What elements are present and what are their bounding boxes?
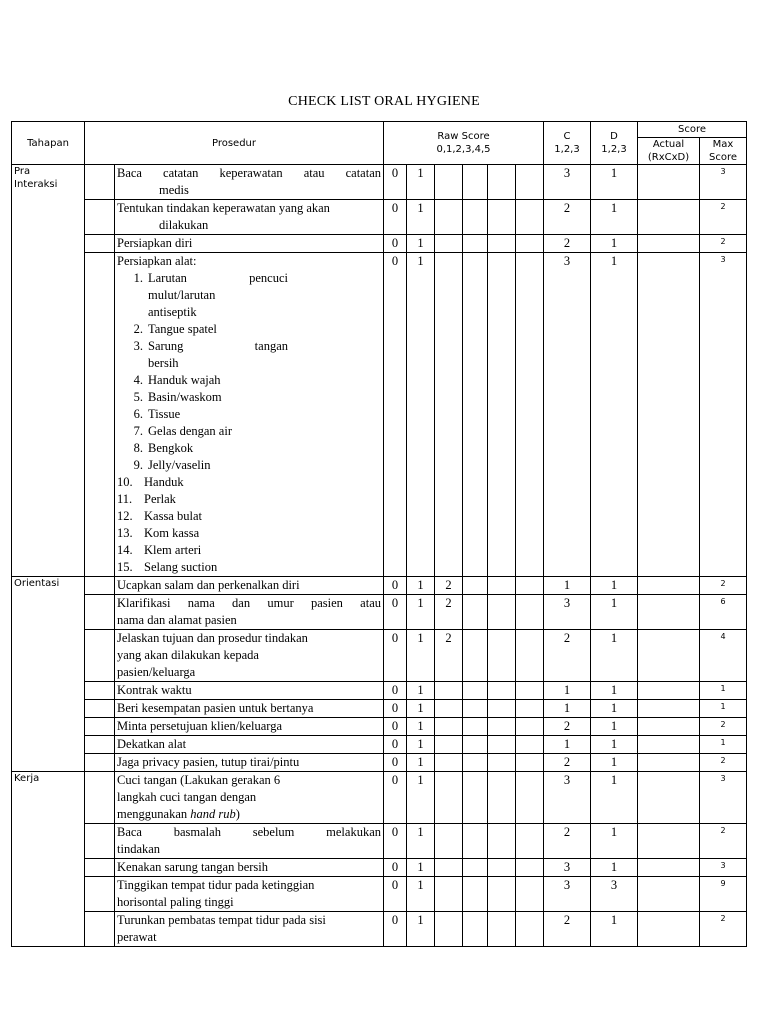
procedure-cell: Tentukan tindakan keperawatan yang akan dilakukan (115, 200, 384, 235)
list-item: 1. Larutan pencuci mulut/larutan antiseptik (133, 271, 288, 319)
stage-pra-interaksi: Pra Interaksi (12, 165, 85, 577)
table-row: Kontrak waktu 0 1 1 1 1 (12, 682, 747, 700)
actual-score-cell (638, 235, 700, 253)
procedure-cell: Cuci tangan (Lakukan gerakan 6 langkah cuci tangan dengan menggunakan hand rub) (115, 772, 384, 824)
table-row: Baca basmalah sebelum melakukan tindakan 0 1 2 1 2 (12, 824, 747, 859)
list-item: 13. Kom kassa (117, 526, 200, 540)
procedure-cell: Klarifikasi nama dan umur pasien atau nama dan alamat pasien (115, 595, 384, 630)
table-row: Dekatkan alat 0 1 1 1 1 (12, 736, 747, 754)
actual-score-cell (638, 165, 700, 200)
max-score-cell: 3 (700, 772, 747, 824)
page-title: CHECK LIST ORAL HYGIENE (288, 94, 480, 109)
procedure-cell: Minta persetujuan klien/keluarga (115, 718, 384, 736)
max-score-cell: 1 (700, 682, 747, 700)
max-score-cell: 3 (700, 253, 747, 577)
max-score-cell: 4 (700, 630, 747, 682)
stage-orientasi: Orientasi (12, 577, 85, 772)
procedure-cell: Kontrak waktu (115, 682, 384, 700)
procedure-cell: Baca basmalah sebelum melakukan tindakan (115, 824, 384, 859)
list-item: 2. Tangue spatel (133, 322, 217, 336)
max-score-cell: 1 (700, 700, 747, 718)
max-score-cell: 2 (700, 824, 747, 859)
list-item: 15. Selang suction (117, 560, 218, 574)
max-score-cell: 2 (700, 754, 747, 772)
procedure-cell: Persiapkan diri (115, 235, 384, 253)
table-row: Persiapkan diri 0 1 2 1 2 (12, 235, 747, 253)
list-item: 11. Perlak (117, 492, 176, 506)
actual-score-cell (638, 700, 700, 718)
procedure-cell: Ucapkan salam dan perkenalkan diri (115, 577, 384, 595)
procedure-cell: Persiapkan alat: 1. Larutan pencuci mulut/larutan antiseptik 2. Tangue spatel 3. Sarung tangan bersih 4. Handuk wajah 5. Basin/waskom 6. Tissue 7. Gelas dengan air 8. Bengkok 9. Jelly/vaselin 10. Handuk 11. Perlak 12. Kassa bulat 13. Kom kassa 14. Klem arteri 15. Selang suction (115, 253, 384, 577)
table-row: Tinggikan tempat tidur pada ketinggian horisontal paling tinggi 0 1 3 3 9 (12, 877, 747, 912)
procedure-cell: Jaga privacy pasien, tutup tirai/pintu (115, 754, 384, 772)
header-max-score: Max Score (700, 138, 747, 165)
actual-score-cell (638, 200, 700, 235)
header-prosedur: Prosedur (85, 122, 384, 165)
table-row: Turunkan pembatas tempat tidur pada sisi perawat 0 1 2 1 2 (12, 912, 747, 947)
table-row: Klarifikasi nama dan umur pasien atau nama dan alamat pasien 0 1 2 3 1 6 (12, 595, 747, 630)
list-item: 6. Tissue (133, 407, 181, 421)
list-item: 14. Klem arteri (117, 543, 202, 557)
actual-score-cell (638, 577, 700, 595)
actual-score-cell (638, 824, 700, 859)
list-item: 9. Jelly/vaselin (133, 458, 211, 472)
equipment-list (117, 270, 381, 576)
table-row: Jaga privacy pasien, tutup tirai/pintu 0 1 2 1 2 (12, 754, 747, 772)
table-row: Kerja Cuci tangan (Lakukan gerakan 6 langkah cuci tangan dengan menggunakan hand rub) 0 1 3 1 3 (12, 772, 747, 824)
list-item: 12. Kassa bulat (117, 509, 202, 523)
actual-score-cell (638, 772, 700, 824)
header-tahapan: Tahapan (12, 122, 85, 165)
max-score-cell: 3 (700, 165, 747, 200)
procedure-cell: Tinggikan tempat tidur pada ketinggian horisontal paling tinggi (115, 877, 384, 912)
max-score-cell: 9 (700, 877, 747, 912)
actual-score-cell (638, 754, 700, 772)
max-score-cell: 1 (700, 736, 747, 754)
procedure-cell: Baca catatan keperawatan atau catatan medis (115, 165, 384, 200)
actual-score-cell (638, 253, 700, 577)
actual-score-cell (638, 718, 700, 736)
table-row: Tentukan tindakan keperawatan yang akan dilakukan 0 1 2 1 2 (12, 200, 747, 235)
actual-score-cell (638, 736, 700, 754)
checklist-table (11, 121, 747, 947)
header-d: D 1,2,3 (591, 122, 638, 165)
procedure-cell: Jelaskan tujuan dan prosedur tindakan yang akan dilakukan kepada pasien/keluarga (115, 630, 384, 682)
list-item: 4. Handuk wajah (133, 373, 221, 387)
list-item: 10. Handuk (117, 475, 184, 489)
max-score-cell: 2 (700, 577, 747, 595)
max-score-cell: 6 (700, 595, 747, 630)
table-row: Minta persetujuan klien/keluarga 0 1 2 1 2 (12, 718, 747, 736)
table-row: Jelaskan tujuan dan prosedur tindakan yang akan dilakukan kepada pasien/keluarga 0 1 2 2 1 4 (12, 630, 747, 682)
header-score: Score (638, 122, 747, 138)
max-score-cell: 2 (700, 718, 747, 736)
header-raw-score: Raw Score 0,1,2,3,4,5 (384, 122, 544, 165)
actual-score-cell (638, 877, 700, 912)
header-row (12, 122, 747, 138)
procedure-cell: Dekatkan alat (115, 736, 384, 754)
max-score-cell: 2 (700, 235, 747, 253)
max-score-cell: 2 (700, 200, 747, 235)
stage-kerja: Kerja (12, 772, 85, 947)
procedure-cell: Turunkan pembatas tempat tidur pada sisi perawat (115, 912, 384, 947)
list-item: 5. Basin/waskom (133, 390, 222, 404)
max-score-cell: 3 (700, 859, 747, 877)
list-item: 7. Gelas dengan air (133, 424, 232, 438)
procedure-cell: Beri kesempatan pasien untuk bertanya (115, 700, 384, 718)
header-actual: Actual (RxCxD) (638, 138, 700, 165)
header-c: C 1,2,3 (544, 122, 591, 165)
table-row: Orientasi Ucapkan salam dan perkenalkan diri 0 1 2 1 1 2 (12, 577, 747, 595)
procedure-cell: Kenakan sarung tangan bersih (115, 859, 384, 877)
actual-score-cell (638, 595, 700, 630)
table-row: Kenakan sarung tangan bersih 0 1 3 1 3 (12, 859, 747, 877)
max-score-cell: 2 (700, 912, 747, 947)
actual-score-cell (638, 630, 700, 682)
actual-score-cell (638, 859, 700, 877)
actual-score-cell (638, 682, 700, 700)
table-row: Beri kesempatan pasien untuk bertanya 0 1 1 1 1 (12, 700, 747, 718)
list-item: 8. Bengkok (133, 441, 194, 455)
table-row: Persiapkan alat: 1. Larutan pencuci mulut/larutan antiseptik 2. Tangue spatel 3. Sarung tangan bersih 4. Handuk wajah 5. Basin/waskom 6. Tissue 7. Gelas dengan air 8. Bengkok 9. Jelly/vaselin 10. Handuk 11. Perlak 12. Kassa bulat 13. Kom kassa 14. Klem arteri 15. Selang suction 0 1 3 1 3 (12, 253, 747, 577)
table-row: Pra Interaksi Baca catatan keperawatan atau catatan medis 0 1 3 1 3 (12, 165, 747, 200)
actual-score-cell (638, 912, 700, 947)
list-item: 3. Sarung tangan bersih (133, 339, 288, 370)
